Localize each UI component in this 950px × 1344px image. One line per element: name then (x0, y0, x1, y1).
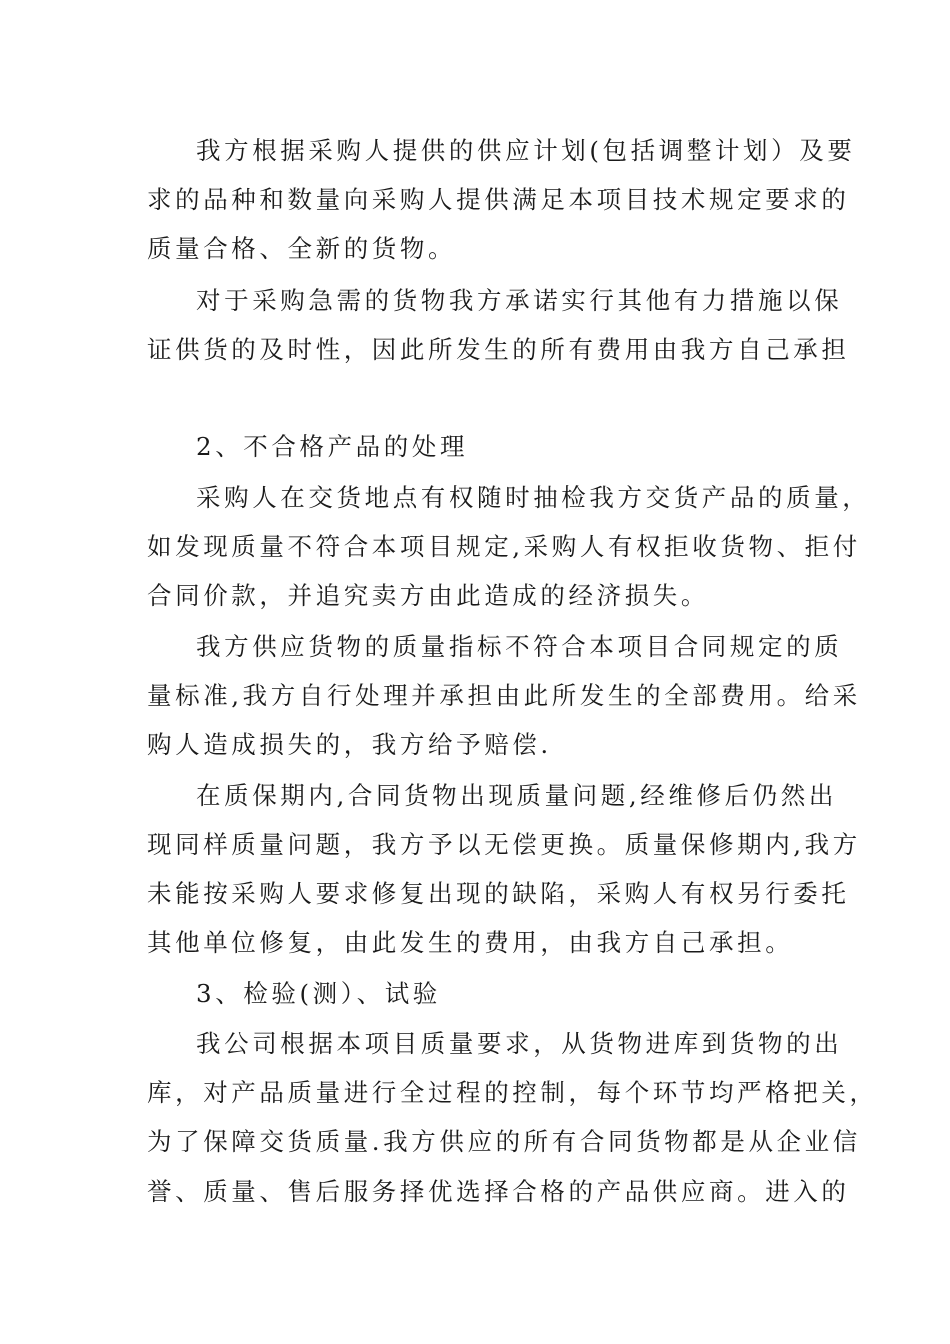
section-heading-2: 2、不合格产品的处理 (196, 432, 469, 461)
paragraph-6-line-1: 我公司根据本项目质量要求，从货物进库到货物的出 (196, 1029, 843, 1058)
section-heading-3: 3、检验(测）、试验 (196, 979, 441, 1008)
paragraph-5-line-1: 在质保期内,合同货物出现质量问题,经维修后仍然出 (196, 781, 837, 810)
paragraph-3-line-2: 如发现质量不符合本项目规定,采购人有权拒收货物、拒付 (147, 532, 861, 561)
paragraph-5-line-2: 现同样质量问题，我方予以无偿更换。质量保修期内,我方 (147, 830, 861, 859)
paragraph-1-line-1: 我方根据采购人提供的供应计划(包括调整计划）及要 (196, 136, 856, 165)
paragraph-5-line-4: 其他单位修复，由此发生的费用，由我方自己承担。 (147, 928, 794, 957)
paragraph-4-line-3: 购人造成损失的，我方给予赔偿. (147, 730, 552, 759)
paragraph-2-line-2: 证供货的及时性，因此所发生的所有费用由我方自己承担 (147, 335, 850, 364)
paragraph-2-line-1: 对于采购急需的货物我方承诺实行其他有力措施以保 (196, 286, 843, 315)
paragraph-3-line-3: 合同价款，并追究卖方由此造成的经济损失。 (147, 581, 709, 610)
paragraph-6-line-4: 誉、质量、售后服务择优选择合格的产品供应商。进入的 (147, 1177, 850, 1206)
paragraph-1-line-2: 求的品种和数量向采购人提供满足本项目技术规定要求的 (147, 185, 850, 214)
paragraph-6-line-3: 为了保障交货质量.我方供应的所有合同货物都是从企业信 (147, 1127, 861, 1156)
paragraph-4-line-1: 我方供应货物的质量指标不符合本项目合同规定的质 (196, 632, 843, 661)
paragraph-4-line-2: 量标准,我方自行处理并承担由此所发生的全部费用。给采 (147, 681, 861, 710)
paragraph-6-line-2: 库，对产品质量进行全过程的控制，每个环节均严格把关， (147, 1078, 878, 1107)
paragraph-5-line-3: 未能按采购人要求修复出现的缺陷，采购人有权另行委托 (147, 879, 850, 908)
paragraph-3-line-1: 采购人在交货地点有权随时抽检我方交货产品的质量， (196, 483, 871, 512)
paragraph-1-line-3: 质量合格、全新的货物。 (147, 234, 457, 263)
